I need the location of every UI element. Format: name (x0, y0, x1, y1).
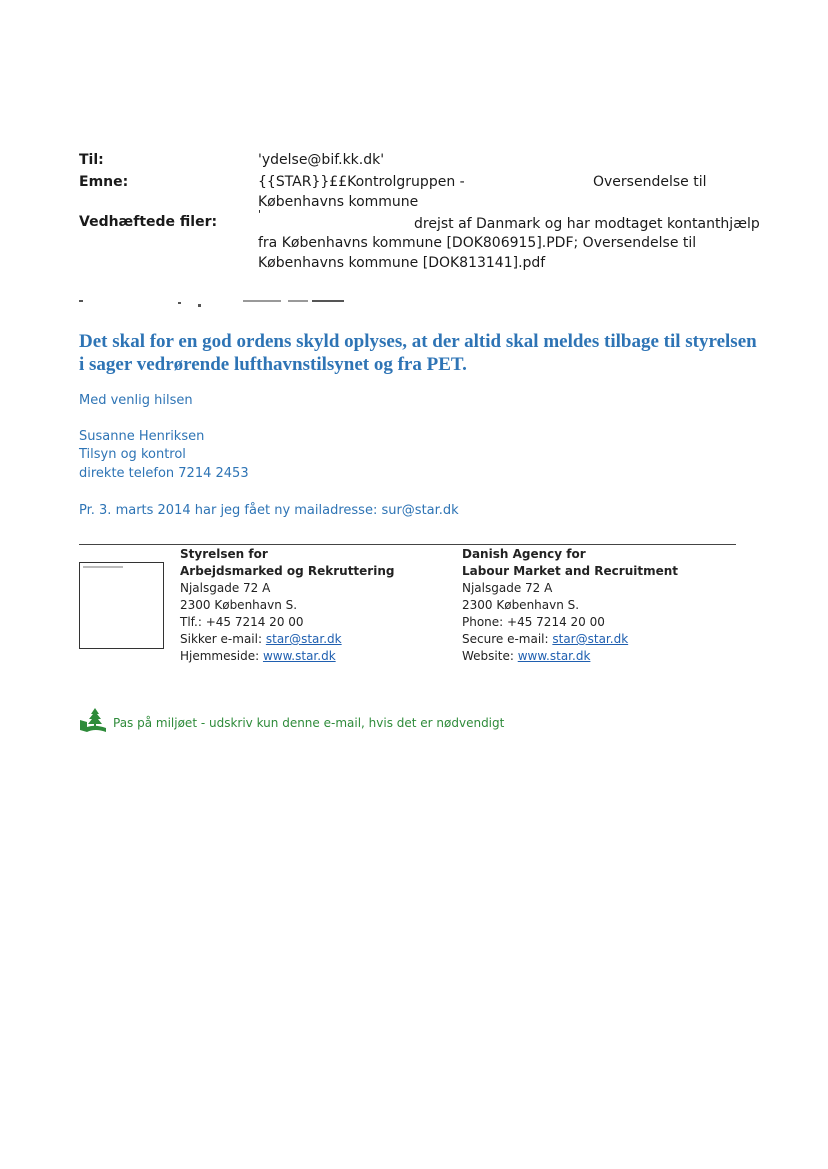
signature-department: Tilsyn og kontrol (79, 447, 186, 462)
signature-phone: direkte telefon 7214 2453 (79, 466, 249, 481)
footer-danish-column (180, 546, 394, 665)
footer-english-column (462, 546, 678, 665)
attachments-mark: ' (258, 208, 262, 221)
english-phone: Phone: +45 7214 20 00 (462, 615, 605, 629)
eco-notice: Pas på miljøet - udskriv kun denne e-mail, hvis det er nødvendigt (113, 716, 505, 730)
english-email-link[interactable]: star@star.dk (552, 632, 629, 646)
danish-title-2: Arbejdsmarked og Rekruttering (180, 564, 395, 578)
danish-email-link[interactable]: star@star.dk (265, 632, 342, 646)
danish-web-row (180, 648, 394, 665)
attachments-label: Vedhæftede filer: (79, 214, 218, 230)
english-address: Njalsgade 72 A (462, 581, 553, 595)
subject-right: Oversendelse til (593, 174, 707, 190)
to-value: 'ydelse@bif.kk.dk' (258, 152, 385, 168)
greeting: Med venlig hilsen (79, 393, 193, 408)
tree-icon (79, 707, 107, 737)
danish-city: 2300 København S. (180, 598, 298, 612)
danish-address: Njalsgade 72 A (180, 581, 271, 595)
to-label: Til: (79, 152, 104, 168)
danish-web-link[interactable]: www.star.dk (262, 649, 336, 663)
english-city: 2300 København S. (462, 598, 580, 612)
english-title-2: Labour Market and Recruitment (462, 564, 679, 578)
english-web-label: Website: (462, 649, 514, 663)
english-web-row (462, 648, 678, 665)
signature-name: Susanne Henriksen (79, 429, 205, 444)
danish-email-label: Sikker e-mail: (180, 632, 263, 646)
danish-email-row (180, 631, 394, 648)
agency-logo-placeholder (79, 562, 164, 649)
attachments-line3: Københavns kommune [DOK813141].pdf (258, 255, 546, 271)
english-email-label: Secure e-mail: (462, 632, 549, 646)
english-email-row (462, 631, 678, 648)
subject-label: Emne: (79, 174, 129, 190)
subject-line2: Københavns kommune (258, 194, 419, 210)
danish-title-1: Styrelsen for (180, 547, 268, 561)
address-notice: Pr. 3. marts 2014 har jeg fået ny mailadresse: sur@star.dk (79, 503, 459, 518)
footer-divider (79, 544, 736, 545)
danish-web-label: Hjemmeside: (180, 649, 260, 663)
attachments-line1: drejst af Danmark og har modtaget kontanthjælp (414, 216, 760, 232)
danish-phone: Tlf.: +45 7214 20 00 (180, 615, 304, 629)
english-title-1: Danish Agency for (462, 547, 586, 561)
headline: Det skal for en god ordens skyld oplyses, at der altid skal meldes tilbage til styrelsen i sager vedrørende lufthavnstilsynet og fra PET. (79, 331, 757, 375)
subject-value: {{STAR}}££Kontrolgruppen - (258, 174, 465, 190)
attachments-line2: fra Københavns kommune [DOK806915].PDF; Oversendelse til (258, 235, 697, 251)
english-web-link[interactable]: www.star.dk (517, 649, 591, 663)
